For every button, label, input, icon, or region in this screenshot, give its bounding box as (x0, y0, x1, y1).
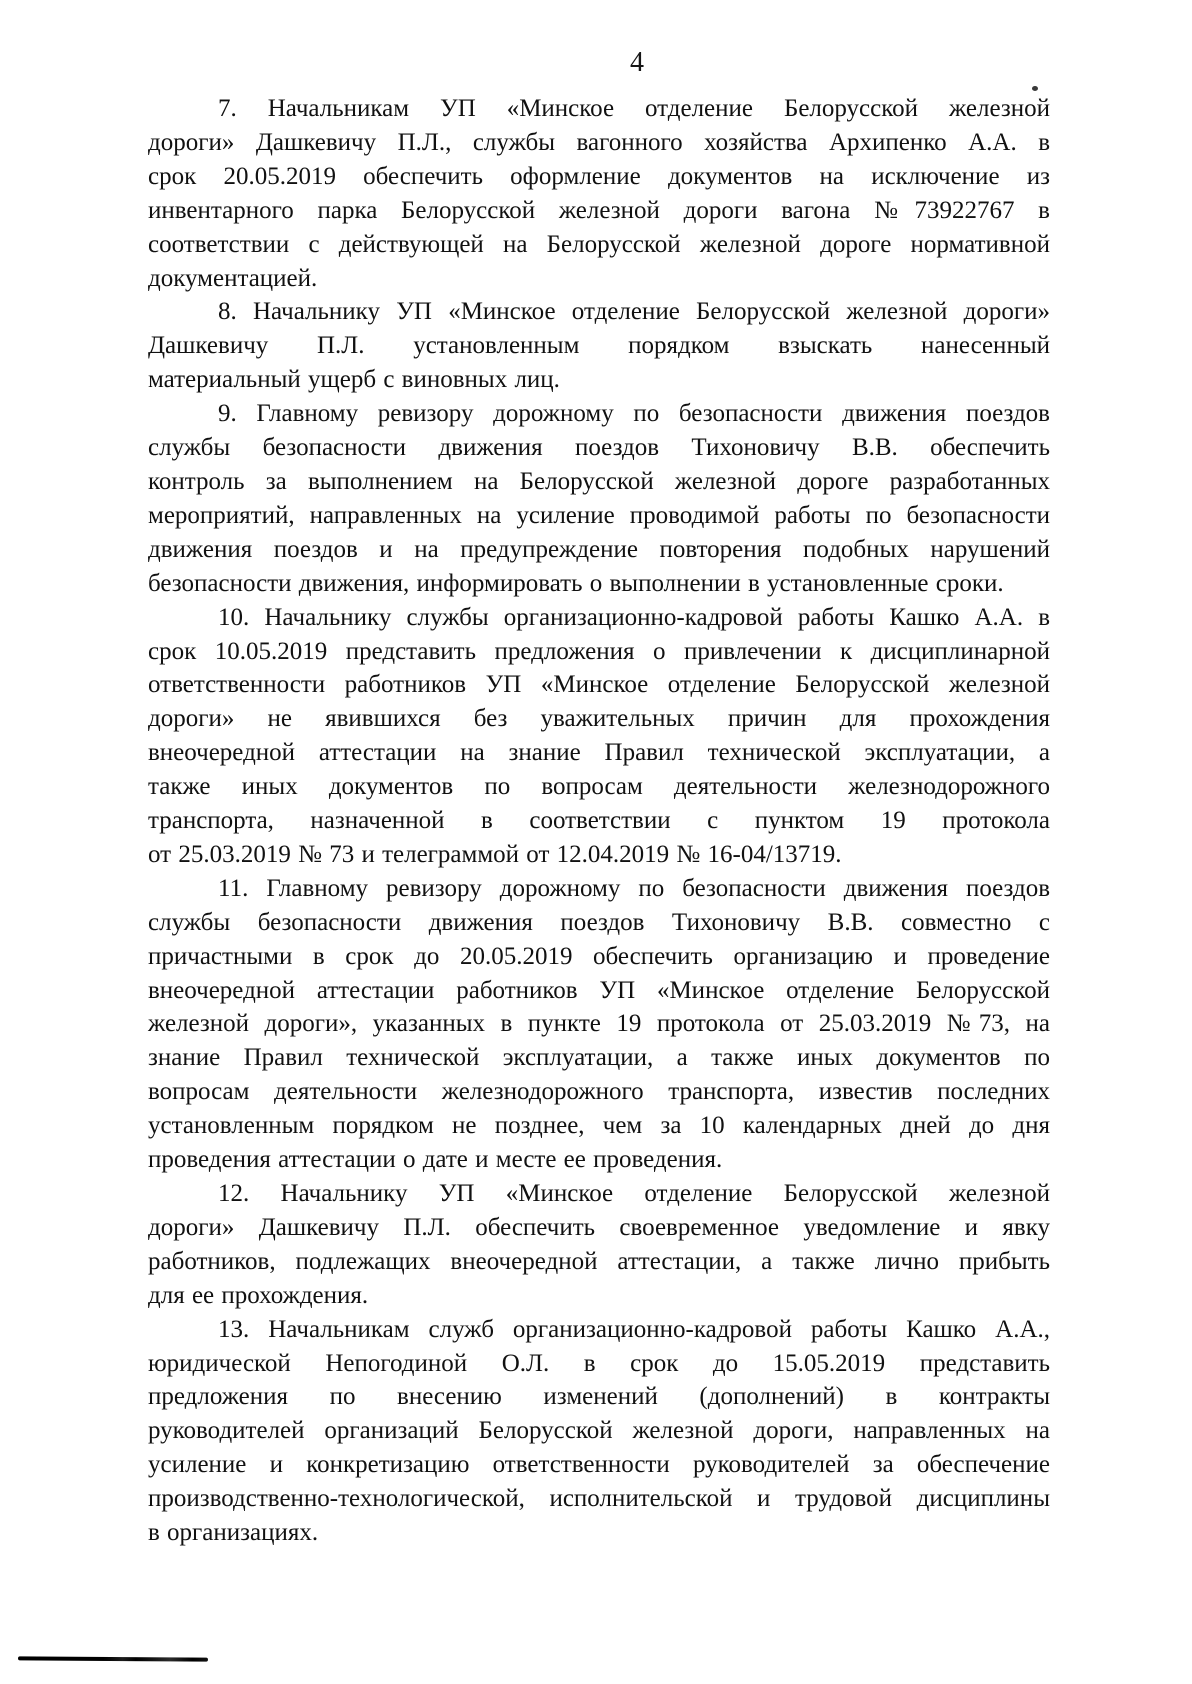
text-line: от 25.03.2019 № 73 и телеграммой от 12.04.2019 № 16-04/13719. (148, 840, 842, 868)
text-line: контроль за выполнением на Белорусской железной дороге разработанных (148, 467, 1050, 495)
text-line: транспорта, назначенной в соответствии с пунктом 19 протокола (148, 807, 1050, 835)
text-line: причастными в срок до 20.05.2019 обеспечить организацию и проведение (148, 942, 1050, 970)
text-line: службы безопасности движения поездов Тихоновичу В.В. обеспечить (148, 434, 1050, 462)
text-line: усиление и конкретизацию ответственности руководителей за обеспечение (148, 1451, 1050, 1479)
paragraph-13 (148, 1313, 1050, 1550)
text-line: 7. Начальникам УП «Минское отделение Белорусской железной (218, 95, 1050, 122)
text-line: службы безопасности движения поездов Тихоновичу В.В. совместно с (148, 908, 1050, 936)
text-line: 8. Начальнику УП «Минское отделение Белорусской железной дороги» (218, 298, 1050, 326)
text-line: 10. Начальнику службы организационно-кадровой работы Кашко А.А. в (218, 603, 1050, 631)
text-line: знание Правил технической эксплуатации, а также иных документов по (148, 1044, 1050, 1072)
text-line: руководителей организаций Белорусской железной дороги, направленных на (148, 1417, 1050, 1445)
text-line: мероприятий, направленных на усиление проводимой работы по безопасности (148, 501, 1050, 529)
paragraph-12 (148, 1177, 1050, 1313)
text-line: дороги» Дашкевичу П.Л. обеспечить своевременное уведомление и явку (148, 1213, 1050, 1241)
text-line: работников, подлежащих внеочередной аттестации, а также лично прибыть (148, 1247, 1050, 1275)
paragraph-11 (148, 872, 1050, 1177)
text-line: предложения по внесению изменений (дополнений) в контракты (148, 1383, 1050, 1411)
text-line: в организациях. (148, 1519, 319, 1547)
paragraph-10 (148, 601, 1050, 872)
document-body (148, 92, 1050, 1550)
text-line: также иных документов по вопросам деятельности железнодорожного (148, 773, 1050, 801)
text-line: соответствии с действующей на Белорусской железной дороге нормативной (148, 230, 1050, 258)
text-line: производственно-технологической, исполнительской и трудовой дисциплины (148, 1485, 1050, 1513)
paragraph-9 (148, 397, 1050, 600)
text-line: железной дороги», указанных в пункте 19 протокола от 25.03.2019 №73, на (148, 1010, 1050, 1038)
paragraph-7 (148, 92, 1050, 295)
text-line: Дашкевичу П.Л. установленным порядком взыскать нанесенный (148, 332, 1050, 360)
text-line: 9. Главному ревизору дорожному по безопасности движения поездов (218, 400, 1050, 428)
text-line: дороги» не явившихся без уважительных причин для прохождения (148, 705, 1050, 733)
text-line: для ее прохождения. (148, 1281, 369, 1309)
text-line: 13. Начальникам служб организационно-кадровой работы Кашко А.А., (218, 1315, 1050, 1343)
text-line: документацией. (148, 264, 318, 292)
text-line: безопасности движения, информировать о выполнении в установленные сроки. (148, 569, 1004, 597)
text-line: дороги» Дашкевичу П.Л., службы вагонного хозяйства Архипенко А.А. в (148, 128, 1050, 156)
text-line: установленным порядком не позднее, чем за 10 календарных дней до дня (148, 1112, 1050, 1140)
scan-speck (1032, 86, 1038, 91)
text-line: движения поездов и на предупреждение повторения подобных нарушений (148, 535, 1050, 563)
text-line: материальный ущерб с виновных лиц. (148, 366, 560, 394)
text-line: внеочередной аттестации работников УП «Минское отделение Белорусской (148, 976, 1050, 1004)
page-number: 4 (630, 47, 644, 78)
text-line: срок 10.05.2019 представить предложения о привлечении к дисциплинарной (148, 637, 1050, 665)
text-line: 12. Начальнику УП «Минское отделение Белорусской железной (218, 1180, 1050, 1207)
text-line: 11. Главному ревизору дорожному по безопасности движения поездов (218, 874, 1050, 902)
paragraph-8 (148, 295, 1050, 397)
text-line: инвентарного парка Белорусской железной дороги вагона №73922767 в (148, 196, 1050, 224)
text-line: внеочередной аттестации на знание Правил технической эксплуатации, а (148, 739, 1050, 767)
text-line: проведения аттестации о дате и месте ее проведения. (148, 1146, 723, 1174)
text-line: ответственности работников УП «Минское отделение Белорусской железной (148, 671, 1050, 699)
bottom-margin-line (18, 1656, 208, 1661)
text-line: юридической Непогодиной О.Л. в срок до 15.05.2019 представить (148, 1349, 1050, 1377)
text-line: вопросам деятельности железнодорожного транспорта, известив последних (148, 1078, 1050, 1106)
text-line: срок 20.05.2019 обеспечить оформление документов на исключение из (148, 162, 1050, 190)
